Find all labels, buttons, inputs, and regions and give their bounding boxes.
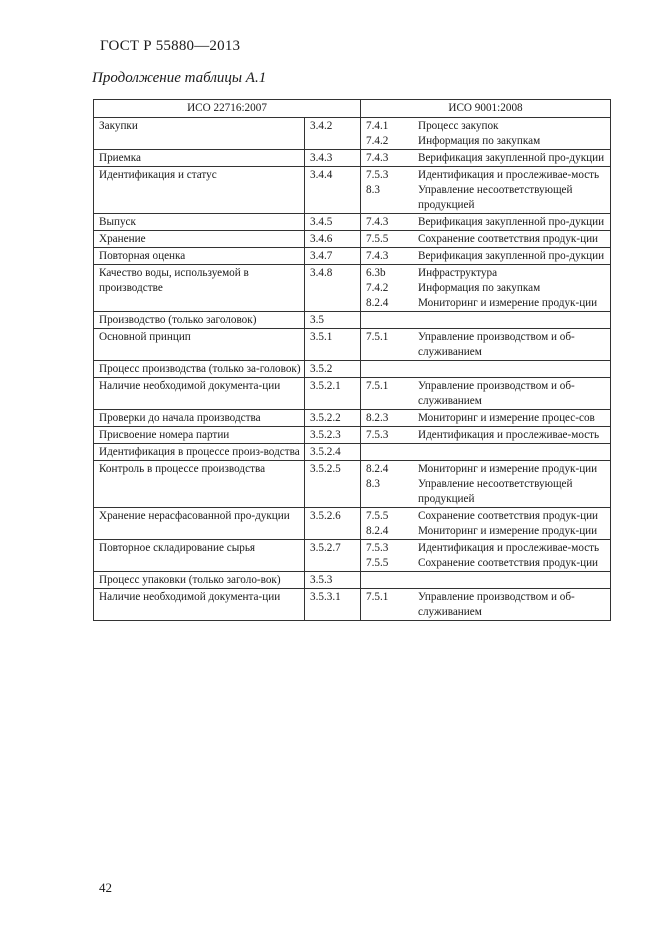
reference-clause: 7.5.3	[366, 169, 389, 181]
clause-number: 3.5.3.1	[305, 589, 361, 621]
iso9001-references	[361, 444, 611, 461]
table-caption: Продолжение таблицы А.1	[92, 70, 267, 86]
reference-item	[366, 249, 608, 264]
iso9001-references	[361, 167, 611, 214]
iso9001-references	[361, 378, 611, 410]
table-header-row	[94, 100, 611, 118]
requirement-name: Выпуск	[94, 214, 305, 231]
table-row	[94, 118, 611, 150]
reference-title: Мониторинг и измерение продук-ции	[418, 463, 598, 475]
iso9001-references	[361, 572, 611, 589]
reference-item	[366, 556, 608, 571]
iso9001-references	[361, 150, 611, 167]
clause-number: 3.5.2.5	[305, 461, 361, 508]
reference-clause: 7.5.3	[366, 542, 389, 554]
reference-clause: 7.4.3	[366, 152, 389, 164]
reference-item	[366, 232, 608, 247]
requirement-name: Контроль в процессе производства	[94, 461, 305, 508]
reference-clause: 7.4.3	[366, 216, 389, 228]
reference-title: Мониторинг и измерение продук-ции	[418, 297, 598, 309]
reference-clause: 8.3	[366, 478, 380, 490]
table-row	[94, 312, 611, 329]
reference-clause: 6.3b	[366, 267, 386, 279]
reference-clause: 8.2.4	[366, 463, 389, 475]
table-row	[94, 231, 611, 248]
reference-item	[366, 590, 608, 620]
iso9001-references	[361, 461, 611, 508]
requirement-name: Присвоение номера партии	[94, 427, 305, 444]
table-row	[94, 248, 611, 265]
reference-clause: 7.5.1	[366, 380, 389, 392]
reference-item	[366, 462, 608, 477]
table-row	[94, 167, 611, 214]
iso9001-references	[361, 329, 611, 361]
iso9001-references	[361, 118, 611, 150]
reference-clause: 7.5.3	[366, 429, 389, 441]
clause-number: 3.5.3	[305, 572, 361, 589]
reference-item	[366, 330, 608, 360]
requirement-name: Идентификация в процессе произ-водства	[94, 444, 305, 461]
reference-clause: 7.5.5	[366, 233, 389, 245]
reference-item	[366, 296, 608, 311]
reference-item	[366, 379, 608, 409]
requirement-name: Закупки	[94, 118, 305, 150]
reference-item	[366, 266, 608, 281]
table-row	[94, 508, 611, 540]
reference-title: Управление несоответствующей продукцией	[418, 478, 573, 505]
iso9001-references	[361, 248, 611, 265]
header-iso-22716: ИСО 22716:2007	[94, 100, 361, 118]
clause-number: 3.5.2.6	[305, 508, 361, 540]
reference-title: Идентификация и прослеживае-мость	[418, 169, 600, 181]
requirement-name: Основной принцип	[94, 329, 305, 361]
clause-number: 3.5.2.4	[305, 444, 361, 461]
reference-item	[366, 168, 608, 183]
table-row	[94, 214, 611, 231]
requirement-name: Повторное складирование сырья	[94, 540, 305, 572]
reference-item	[366, 477, 608, 507]
requirement-name: Процесс упаковки (только заголо-вок)	[94, 572, 305, 589]
clause-number: 3.4.8	[305, 265, 361, 312]
requirement-name: Качество воды, используемой в производстве	[94, 265, 305, 312]
table-row	[94, 378, 611, 410]
reference-item	[366, 541, 608, 556]
requirement-name: Повторная оценка	[94, 248, 305, 265]
reference-title: Управление производством и об-служиванием	[418, 331, 575, 358]
table-row	[94, 540, 611, 572]
table-row	[94, 410, 611, 427]
reference-title: Информация по закупкам	[418, 282, 541, 294]
reference-title: Управление производством и об-служиванием	[418, 591, 575, 618]
table-row	[94, 361, 611, 378]
header-iso-9001: ИСО 9001:2008	[361, 100, 611, 118]
iso9001-references	[361, 231, 611, 248]
iso9001-references	[361, 427, 611, 444]
reference-title: Идентификация и прослеживае-мость	[418, 429, 600, 441]
reference-item	[366, 183, 608, 213]
clause-number: 3.5.2.2	[305, 410, 361, 427]
reference-clause: 7.4.1	[366, 120, 389, 132]
reference-title: Управление производством и об-служиванием	[418, 380, 575, 407]
table-row	[94, 461, 611, 508]
reference-item	[366, 524, 608, 539]
clause-number: 3.5.2.7	[305, 540, 361, 572]
table-row	[94, 329, 611, 361]
reference-item	[366, 151, 608, 166]
iso9001-references	[361, 361, 611, 378]
reference-title: Верификация закупленной про-дукции	[418, 216, 605, 228]
reference-title: Верификация закупленной про-дукции	[418, 250, 605, 262]
clause-number: 3.4.7	[305, 248, 361, 265]
reference-title: Информация по закупкам	[418, 135, 541, 147]
iso9001-references	[361, 312, 611, 329]
table-row	[94, 265, 611, 312]
reference-title: Мониторинг и измерение продук-ции	[418, 525, 598, 537]
table-row	[94, 572, 611, 589]
clause-number: 3.5.1	[305, 329, 361, 361]
reference-clause: 7.4.2	[366, 282, 389, 294]
requirement-name: Идентификация и статус	[94, 167, 305, 214]
standard-designation: ГОСТ Р 55880—2013	[100, 38, 241, 54]
iso9001-references	[361, 410, 611, 427]
reference-title: Сохранение соответствия продук-ции	[418, 233, 599, 245]
table-row	[94, 444, 611, 461]
clause-number: 3.5	[305, 312, 361, 329]
reference-title: Идентификация и прослеживае-мость	[418, 542, 600, 554]
reference-title: Сохранение соответствия продук-ции	[418, 557, 599, 569]
clause-number: 3.5.2	[305, 361, 361, 378]
requirement-name: Наличие необходимой документа-ции	[94, 378, 305, 410]
reference-clause: 7.5.1	[366, 591, 389, 603]
page-number: 42	[99, 880, 112, 895]
requirement-name: Процесс производства (только за-головок)	[94, 361, 305, 378]
reference-item	[366, 134, 608, 149]
reference-title: Процесс закупок	[418, 120, 499, 132]
clause-number: 3.4.3	[305, 150, 361, 167]
reference-clause: 7.4.3	[366, 250, 389, 262]
clause-number: 3.5.2.1	[305, 378, 361, 410]
reference-clause: 7.5.5	[366, 510, 389, 522]
reference-clause: 8.3	[366, 184, 380, 196]
reference-clause: 7.4.2	[366, 135, 389, 147]
reference-title: Мониторинг и измерение процес-сов	[418, 412, 595, 424]
requirement-name: Хранение нерасфасованной про-дукции	[94, 508, 305, 540]
reference-title: Сохранение соответствия продук-ции	[418, 510, 599, 522]
clause-number: 3.4.2	[305, 118, 361, 150]
reference-clause: 7.5.5	[366, 557, 389, 569]
table-row	[94, 589, 611, 621]
comparison-table	[93, 99, 611, 621]
reference-title: Управление несоответствующей продукцией	[418, 184, 573, 211]
iso9001-references	[361, 265, 611, 312]
iso9001-references	[361, 540, 611, 572]
table-row	[94, 427, 611, 444]
reference-clause: 8.2.4	[366, 297, 389, 309]
reference-title: Инфраструктура	[418, 267, 498, 279]
iso9001-references	[361, 589, 611, 621]
clause-number: 3.5.2.3	[305, 427, 361, 444]
clause-number: 3.4.5	[305, 214, 361, 231]
clause-number: 3.4.6	[305, 231, 361, 248]
reference-item	[366, 509, 608, 524]
requirement-name: Хранение	[94, 231, 305, 248]
requirement-name: Наличие необходимой документа-ции	[94, 589, 305, 621]
table-row	[94, 150, 611, 167]
reference-clause: 8.2.4	[366, 525, 389, 537]
reference-clause: 8.2.3	[366, 412, 389, 424]
requirement-name: Производство (только заголовок)	[94, 312, 305, 329]
reference-item	[366, 411, 608, 426]
reference-clause: 7.5.1	[366, 331, 389, 343]
reference-item	[366, 428, 608, 443]
clause-number: 3.4.4	[305, 167, 361, 214]
requirement-name: Приемка	[94, 150, 305, 167]
iso9001-references	[361, 508, 611, 540]
reference-title: Верификация закупленной про-дукции	[418, 152, 605, 164]
reference-item	[366, 119, 608, 134]
requirement-name: Проверки до начала производства	[94, 410, 305, 427]
reference-item	[366, 215, 608, 230]
iso9001-references	[361, 214, 611, 231]
reference-item	[366, 281, 608, 296]
